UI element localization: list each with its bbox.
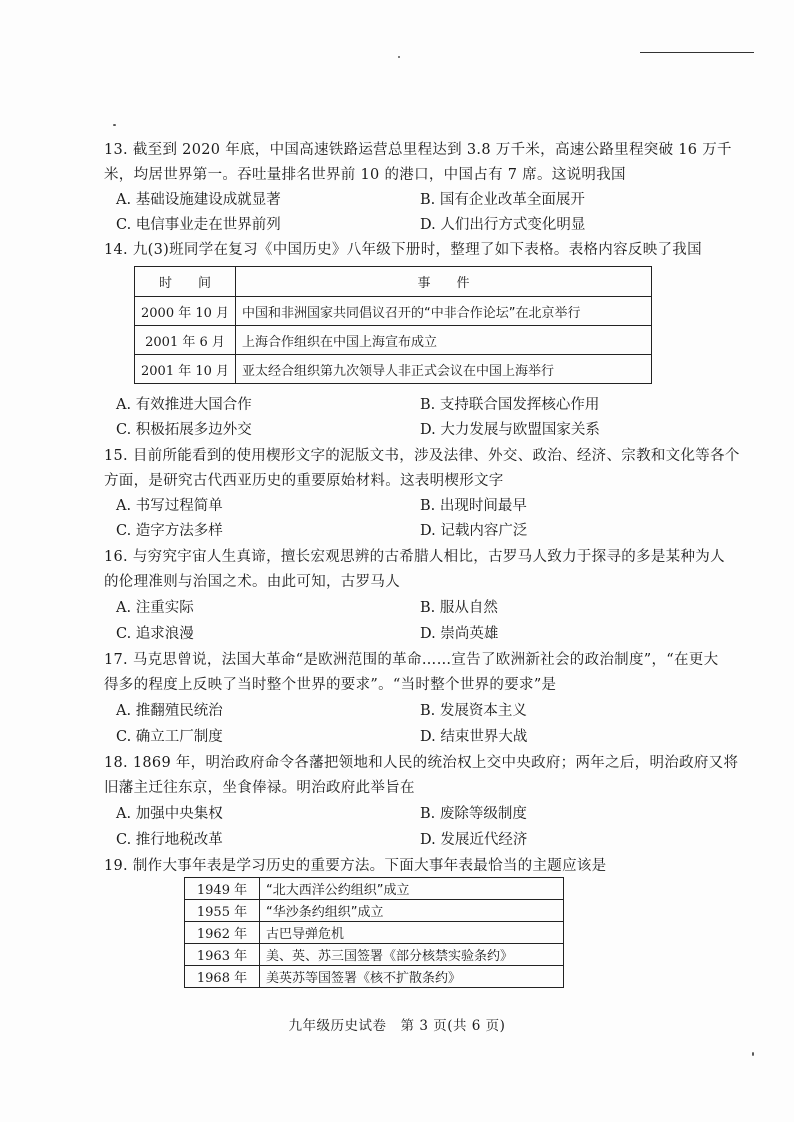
table-header-event: 事 件 (236, 267, 652, 297)
q17-option-d: D. 结束世界大战 (420, 729, 528, 745)
table-cell-time: 2001 年 10 月 (135, 355, 236, 384)
q15-option-c: C. 造字方法多样 (116, 523, 223, 539)
table-header-row (135, 267, 652, 297)
table-cell-event: 上海合作组织在中国上海宣布成立 (236, 326, 652, 355)
q16-stem-line2: 的伦理准则与治国之术。由此可知，古罗马人 (104, 574, 400, 590)
q13-stem-line2: 米，均居世界第一。吞吐量排名世界前 10 的港口，中国占有 7 席。这说明我国 (104, 167, 626, 183)
table-row (135, 297, 652, 326)
q14-option-b: B. 支持联合国发挥核心作用 (420, 397, 600, 413)
q18-stem-line2: 旧藩主迁往东京，坐食俸禄。明治政府此举旨在 (104, 780, 415, 796)
table-cell-event: “北大西洋公约组织”成立 (260, 878, 564, 900)
table-row (135, 355, 652, 384)
q18-option-d: D. 发展近代经济 (420, 832, 528, 848)
q18-option-b: B. 废除等级制度 (420, 806, 527, 822)
q14-stem-line1: 14. 九(3)班同学在复习《中国历史》八年级下册时，整理了如下表格。表格内容反映了我国 (104, 242, 702, 258)
q17-option-b: B. 发展资本主义 (420, 703, 527, 719)
q17-option-a: A. 推翻殖民统治 (116, 703, 223, 719)
q17-option-c: C. 确立工厂制度 (116, 729, 223, 745)
q13-option-b: B. 国有企业改革全面展开 (420, 192, 585, 208)
table-cell-event: 亚太经合组织第九次领导人非正式会议在中国上海举行 (236, 355, 652, 384)
scan-speck (752, 1052, 754, 1056)
q19-chronology-table (184, 877, 564, 988)
q17-stem-line1: 17. 马克思曾说，法国大革命“是欧洲范围的革命……宣告了欧洲新社会的政治制度”，“在更大 (104, 652, 719, 668)
table-cell-event: “华沙条约组织”成立 (260, 900, 564, 922)
table-cell-time: 2001 年 6 月 (135, 326, 236, 355)
header-rule (640, 52, 754, 53)
q18-stem-line1: 18. 1869 年，明治政府命令各藩把领地和人民的统治权上交中央政府；两年之后，明治政府又将 (104, 755, 739, 771)
table-cell-year: 1968 年 (185, 966, 260, 988)
table-cell-year: 1962 年 (185, 922, 260, 944)
table-cell-year: 1949 年 (185, 878, 260, 900)
q13-option-c: C. 电信事业走在世界前列 (116, 217, 281, 233)
q15-option-d: D. 记载内容广泛 (420, 523, 528, 539)
q13-option-a: A. 基础设施建设成就显著 (116, 192, 281, 208)
q14-table (134, 266, 652, 384)
table-cell-year: 1955 年 (185, 900, 260, 922)
q16-option-b: B. 服从自然 (420, 600, 498, 616)
q19-stem-line1: 19. 制作大事年表是学习历史的重要方法。下面大事年表最恰当的主题应该是 (104, 858, 607, 874)
scan-speck (113, 124, 116, 126)
q16-option-c: C. 追求浪漫 (116, 626, 194, 642)
q18-option-c: C. 推行地税改革 (116, 832, 223, 848)
page-footer: 九年级历史试卷 第 3 页(共 6 页) (288, 1018, 506, 1034)
q14-option-d: D. 大力发展与欧盟国家关系 (420, 422, 600, 438)
table-cell-time: 2000 年 10 月 (135, 297, 236, 326)
q16-option-d: D. 崇尚英雄 (420, 626, 499, 642)
q15-stem-line1: 15. 目前所能看到的使用楔形文字的泥版文书，涉及法律、外交、政治、经济、宗教和文化等各个 (104, 448, 740, 464)
table-header-time: 时 间 (135, 267, 236, 297)
q13-option-d: D. 人们出行方式变化明显 (420, 217, 586, 233)
scan-speck (398, 56, 400, 58)
table-cell-event: 美英苏等国签署《核不扩散条约》 (260, 966, 564, 988)
q15-stem-line2: 方面，是研究古代西亚历史的重要原始材料。这表明楔形文字 (104, 473, 504, 489)
table-row (185, 966, 564, 988)
table-row (185, 900, 564, 922)
q17-stem-line2: 得多的程度上反映了当时整个世界的要求”。“当时整个世界的要求”是 (104, 677, 557, 693)
table-row (135, 326, 652, 355)
table-cell-event: 中国和非洲国家共同倡议召开的“中非合作论坛”在北京举行 (236, 297, 652, 326)
q14-option-c: C. 积极拓展多边外交 (116, 422, 252, 438)
q16-stem-line1: 16. 与穷究宇宙人生真谛，擅长宏观思辨的古希腊人相比，古罗马人致力于探寻的多是某种为人 (104, 549, 725, 565)
q15-option-a: A. 书写过程简单 (116, 498, 223, 514)
q14-option-a: A. 有效推进大国合作 (116, 397, 252, 413)
q15-option-b: B. 出现时间最早 (420, 498, 527, 514)
table-row (185, 944, 564, 966)
table-cell-event: 美、英、苏三国签署《部分核禁实验条约》 (260, 944, 564, 966)
table-row (185, 922, 564, 944)
table-cell-year: 1963 年 (185, 944, 260, 966)
q18-option-a: A. 加强中央集权 (116, 806, 223, 822)
table-row (185, 878, 564, 900)
q13-stem-line1: 13. 截至到 2020 年底，中国高速铁路运营总里程达到 3.8 万千米，高速公路里程突破 16 万千 (104, 142, 732, 158)
q16-option-a: A. 注重实际 (116, 600, 194, 616)
table-cell-event: 古巴导弹危机 (260, 922, 564, 944)
